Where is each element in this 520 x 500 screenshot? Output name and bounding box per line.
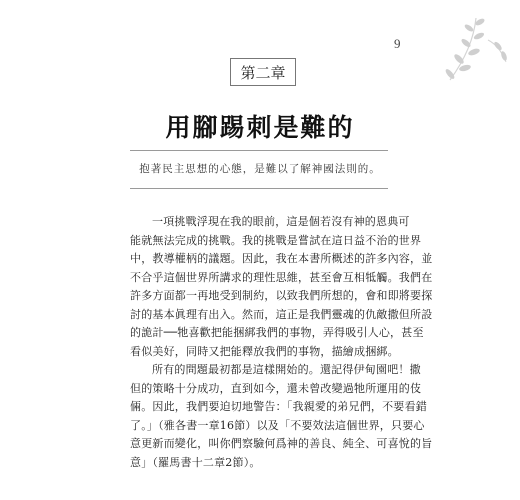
leaf-branch-ornament — [436, 10, 516, 88]
epigraph: 抱著民主思想的心態，是難以了解神國法則的。 — [139, 163, 381, 175]
body-line: 但的策略十分成功，直到如今，還未曾改變過牠所運用的伎 — [130, 381, 422, 395]
page-number: 9 — [394, 36, 401, 51]
body-line: 能就無法完成的挑戰。我的挑戰是嘗試在這日益不治的世界 — [130, 233, 422, 247]
body-line: 一項挑戰浮現在我的眼前，這是個若沒有神的恩典可 — [152, 215, 410, 228]
body-text — [130, 213, 433, 472]
body-line: 中，教導權柄的議題。因此，我在本書所概述的許多內容，並 — [130, 252, 433, 265]
body-line: 了。」（雅各書一章16節）以及「不要效法這個世界，只要心 — [130, 418, 425, 432]
body-line: 討的基本眞理有出入。然而，這正是我們靈魂的仇敵撒但所設 — [130, 307, 433, 321]
body-line: 倆。因此，我們要迫切地警告：「我親愛的弟兄們，不要看錯 — [130, 400, 427, 413]
chapter-label: 第二章 — [230, 58, 296, 86]
chapter-title: 用腳踢刺是難的 — [165, 113, 355, 142]
body-line: 許多方面都一再地受到制約，以致我們所想的，會和即將要探 — [130, 289, 433, 302]
top-divider — [130, 150, 388, 151]
body-line: 看似美好，同時又把能釋放我們的事物，描繪成捆綁。 — [130, 344, 399, 358]
body-line: 不合乎這個世界所講求的理性思維，甚至會互相牴觸。我們在 — [130, 270, 433, 284]
bottom-divider — [130, 188, 388, 189]
body-line: 意更新而變化，叫你們察驗何爲神的善良、純全、可喜悅的旨 — [130, 437, 433, 450]
body-line: 的詭計──牠喜歡把能捆綁我們的事物，弄得吸引人心，甚至 — [130, 326, 424, 339]
body-line: 意」（羅馬書十二章2節）。 — [130, 455, 261, 469]
body-line: 所有的問題最初都是這樣開始的。還記得伊甸園吧！撒 — [152, 363, 421, 376]
